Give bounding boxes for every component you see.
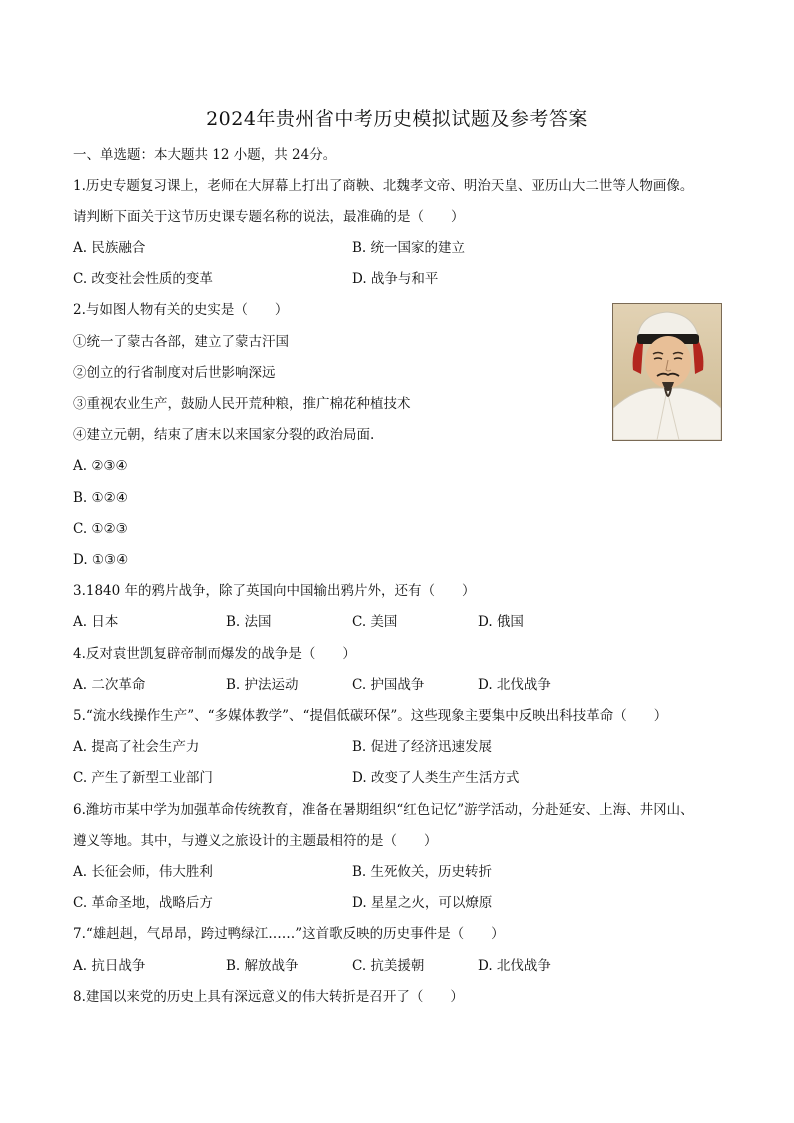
question-1-stem-line-2: 请判断下面关于这节历史课专题名称的说法，最准确的是（ ）	[73, 209, 465, 225]
question-4-option-a: A. 二次革命	[73, 677, 146, 693]
question-6-stem-line-2: 遵义等地。其中，与遵义之旅设计的主题最相符的是（ ）	[73, 833, 438, 849]
question-6-option-b: B. 生死攸关，历史转折	[352, 864, 493, 880]
question-4-option-b: B. 护法运动	[226, 677, 299, 693]
question-2-option-a: A. ②③④	[73, 458, 128, 474]
question-2-statement-1: ①统一了蒙古各部，建立了蒙古汗国	[73, 334, 289, 350]
question-3-option-b: B. 法国	[226, 614, 272, 630]
question-5-stem: 5.“流水线操作生产”、“多媒体教学”、“提倡低碳环保”。这些现象主要集中反映出科技革命（ ）	[73, 708, 668, 724]
question-1-option-c: C. 改变社会性质的变革	[73, 271, 213, 287]
page-title: 2024年贵州省中考历史模拟试题及参考答案	[206, 108, 588, 130]
question-4-option-c: C. 护国战争	[352, 677, 425, 693]
question-2-option-b: B. ①②④	[73, 490, 128, 506]
question-2-statement-3: ③重视农业生产，鼓励人民开荒种粮，推广棉花种植技术	[73, 396, 411, 412]
question-7-option-d: D. 北伐战争	[478, 958, 551, 974]
question-7-option-b: B. 解放战争	[226, 958, 299, 974]
question-7-stem: 7.“雄赳赳，气昂昂，跨过鸭绿江……”这首歌反映的历史事件是（ ）	[73, 926, 505, 942]
question-7-option-a: A. 抗日战争	[73, 958, 146, 974]
question-6-stem-line-1: 6.潍坊市某中学为加强革命传统教育，准备在暑期组织“红色记忆”游学活动，分赴延安、上海、井冈山、	[73, 802, 694, 818]
question-5-option-a: A. 提高了社会生产力	[73, 739, 200, 755]
question-3-stem: 3.1840 年的鸦片战争，除了英国向中国输出鸦片外，还有（ ）	[73, 583, 476, 599]
portrait-image	[612, 303, 722, 441]
question-1-option-d: D. 战争与和平	[352, 271, 439, 287]
question-6-option-a: A. 长征会师，伟大胜利	[73, 864, 213, 880]
question-4-stem: 4.反对袁世凯复辟帝制而爆发的战争是（ ）	[73, 646, 356, 662]
question-3-option-d: D. 俄国	[478, 614, 524, 630]
question-2-statement-4: ④建立元朝，结束了唐末以来国家分裂的政治局面.	[73, 427, 375, 443]
question-1-stem-line-1: 1.历史专题复习课上，老师在大屏幕上打出了商鞅、北魏孝文帝、明治天皇、亚历山大二世等人物画像。	[73, 178, 694, 194]
question-1-option-b: B. 统一国家的建立	[352, 240, 466, 256]
question-8-stem: 8.建国以来党的历史上具有深远意义的伟大转折是召开了（ ）	[73, 989, 464, 1005]
question-2-option-c: C. ①②③	[73, 521, 128, 537]
question-3-option-c: C. 美国	[352, 614, 398, 630]
question-2-statement-2: ②创立的行省制度对后世影响深远	[73, 365, 276, 381]
question-4-option-d: D. 北伐战争	[478, 677, 551, 693]
question-2-option-d: D. ①③④	[73, 552, 129, 568]
section-heading: 一、单选题：本大题共 12 小题，共 24分。	[73, 147, 337, 163]
question-2-stem: 2.与如图人物有关的史实是（ ）	[73, 302, 289, 318]
question-3-option-a: A. 日本	[73, 614, 119, 630]
question-1-option-a: A. 民族融合	[73, 240, 146, 256]
question-5-option-b: B. 促进了经济迅速发展	[352, 739, 493, 755]
question-6-option-d: D. 星星之火，可以燎原	[352, 895, 493, 911]
question-5-option-d: D. 改变了人类生产生活方式	[352, 770, 520, 786]
question-6-option-c: C. 革命圣地，战略后方	[73, 895, 213, 911]
question-7-option-c: C. 抗美援朝	[352, 958, 425, 974]
question-5-option-c: C. 产生了新型工业部门	[73, 770, 213, 786]
